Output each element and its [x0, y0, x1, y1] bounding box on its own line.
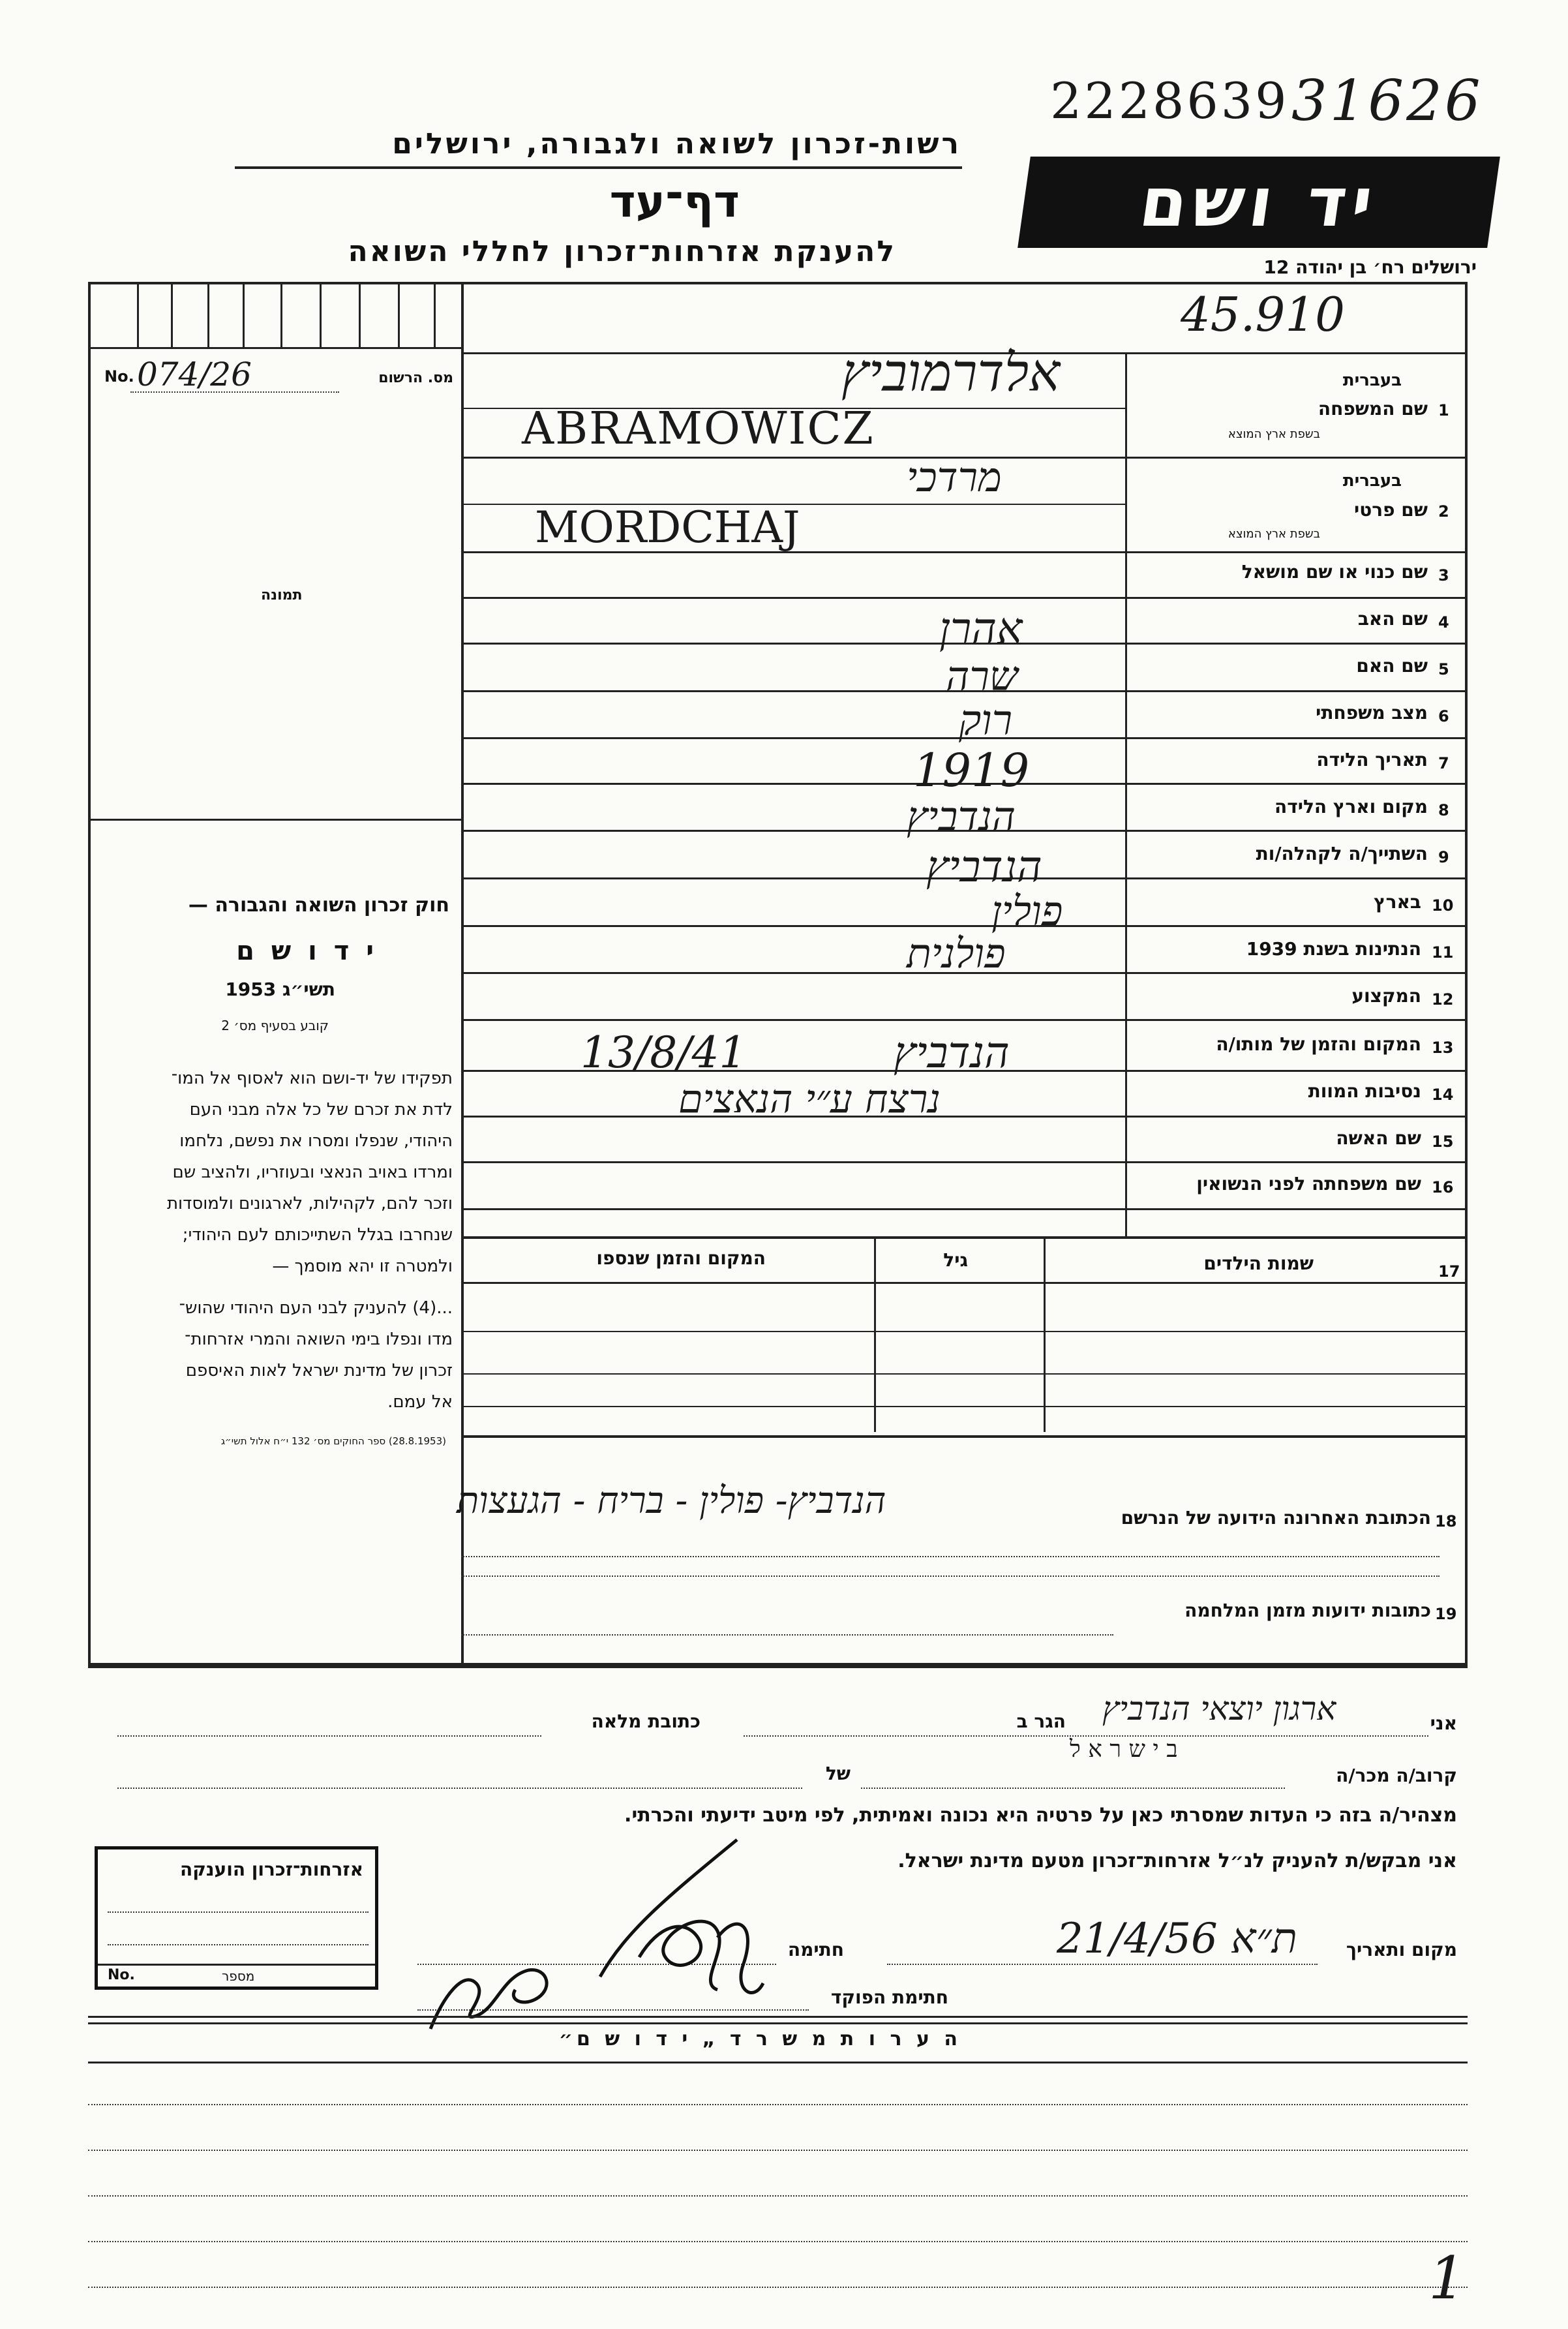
field-1-label: שם המשפחה [1318, 398, 1428, 419]
citizenship-box-title: אזרחות־זכרון הוענקה [180, 1859, 363, 1880]
field-11-number: 11 [1432, 943, 1454, 962]
registration-value: 074/26 [137, 356, 252, 393]
law-line-7: ולמטרה זו יהא מוסמך — [272, 1256, 453, 1276]
declarant-relative-label: קרוב/ה מכר/ה [1336, 1765, 1457, 1786]
citizenship-box-no-label: No. [108, 1967, 135, 1983]
law-line-11: אל עמם. [387, 1392, 453, 1412]
signature-label: חתימה [787, 1939, 844, 1960]
declaration-text-2: אני מבקש/ת להעניק לנ״ל אזרחות־זכרון מטעם מדינת ישראל. [897, 1850, 1457, 1872]
law-line-5: וזכר להם, לקהילות, לארגונים ולמוסדות [166, 1194, 453, 1213]
place-date-value: ת״א 21/4/56 [1057, 1915, 1297, 1963]
first-name-hebrew-value: מרדכי [907, 453, 1002, 501]
archive-number: 2228639 [1050, 72, 1289, 130]
field-1-number: 1 [1438, 401, 1449, 419]
declarant-of-label: של [825, 1763, 851, 1784]
field-14-label: נסיבות המוות [1308, 1080, 1421, 1102]
field-5-label: שם האם [1356, 655, 1428, 677]
surname-hebrew-value: אלדרמוביץ [841, 342, 1061, 403]
officer-signature [417, 1944, 574, 2042]
field-12-number: 12 [1432, 990, 1454, 1009]
field-7-label: תאריך הלידה [1316, 749, 1428, 770]
country-value: פולין [991, 887, 1063, 935]
declarant-country-value: ב י ש ר א ל [1070, 1736, 1178, 1763]
birth-date-value: 1919 [913, 744, 1030, 797]
field-3-label: שם כנוי או שם מושאל [1241, 561, 1428, 583]
citizenship-box-number-label: מספר [222, 1968, 255, 1984]
form-subtitle: להענקת אזרחות־זכרון לחללי השואה [348, 235, 896, 268]
field-10-number: 10 [1432, 896, 1454, 915]
field-12-label: המקצוע [1351, 985, 1421, 1007]
law-name: י ד ו ש ם [236, 936, 378, 966]
field-18-label: הכתובת האחרונה הידועה של הנרשם [1121, 1507, 1431, 1529]
declarant-name-value: ארגון יוצאי הנדביץ [1102, 1690, 1336, 1728]
first-name-latin-value: MORDCHAJ [535, 502, 800, 553]
law-line-2: לדת את זכרם של כל אלה מבני העם [189, 1100, 453, 1119]
field-18-number: 18 [1435, 1512, 1457, 1530]
field-6-number: 6 [1438, 707, 1449, 725]
office-notes-title: ה ע ר ו ת מ ש ר ד „ י ד ו ש ם״ [558, 2028, 961, 2050]
community-value: הנדביץ [926, 842, 1042, 892]
org-line: רשות-זכרון לשואה ולגבורה, ירושלים [392, 127, 961, 160]
archive-number-2: 31626 [1291, 68, 1483, 134]
field-7-number: 7 [1438, 754, 1449, 772]
law-title: חוק זכרון השואה והגבורה — [188, 894, 449, 917]
field-16-label: שם משפחתה לפני הנשואין [1196, 1173, 1421, 1195]
registration-row [98, 356, 457, 401]
address-line: ירושלים רח׳ בן יהודה 12 [1263, 256, 1477, 278]
law-line-9: מדו ונפלו בימי השואה והמרי אזרחות־ [185, 1330, 453, 1349]
surname-latin-value: ABRAMOWICZ [522, 403, 875, 455]
label-column-divider [1125, 352, 1127, 1236]
field-13-number: 13 [1432, 1039, 1454, 1057]
field-1-origin-label: בשפת ארץ המוצא [1228, 427, 1320, 441]
citizenship-value: פולנית [907, 930, 1006, 977]
field-19-label: כתובות ידועות מזמן המלחמה [1184, 1600, 1431, 1621]
page-mark: 1 [1428, 2244, 1466, 2313]
law-line-10: זכרון של מדינת ישראל לאות האיספם [185, 1361, 453, 1380]
field-14-number: 14 [1432, 1086, 1454, 1104]
mother-name-value: שרה [946, 652, 1018, 700]
field-9-label: השתייך/ה לקהלה/ות [1256, 843, 1428, 864]
field-15-label: שם האשה [1336, 1127, 1421, 1149]
field-15-number: 15 [1432, 1133, 1454, 1151]
law-reference: (28.8.1953) ספר החוקים מס׳ 132 י״ח אלול תשי״ג [220, 1435, 446, 1447]
field-5-number: 5 [1438, 660, 1449, 678]
death-place-value: הנדביץ [894, 1028, 1010, 1078]
children-names-header: שמות הילדים [1203, 1253, 1314, 1274]
declarant-ani: אני [1430, 1712, 1457, 1734]
marital-status-value: רוק [959, 697, 1013, 745]
field-17-number: 17 [1438, 1262, 1460, 1281]
children-age-header: גיל [943, 1249, 968, 1271]
declarant-full-address-label: כתובת מלאה [591, 1711, 701, 1732]
last-address-value: הנדביץ- פולין - בריח - הגעצות [457, 1480, 886, 1522]
registration-no-label: No. [104, 367, 134, 386]
field-2-label: שם פרטי [1353, 499, 1428, 521]
citizenship-granted-box [95, 1846, 378, 1990]
field-8-number: 8 [1438, 801, 1449, 819]
field-2-origin-label: בשפת ארץ המוצא [1228, 527, 1320, 541]
field-6-label: מצב משפחתי [1316, 702, 1428, 723]
field-8-label: מקום וארץ הלידה [1274, 796, 1428, 817]
children-place-header: המקום והזמן שנספו [596, 1247, 766, 1269]
law-line-1: תפקידו של יד-ושם הוא לאסוף אל המו־ [171, 1069, 453, 1088]
place-date-label: מקום ותאריך [1346, 1939, 1457, 1960]
field-10-label: בארץ [1374, 891, 1421, 913]
law-line-8: ...(4) להעניק לבני העם היהודי שהוש־ [179, 1298, 453, 1318]
yad-vashem-logo [1018, 157, 1500, 248]
registration-label: מס. הרשום [378, 370, 453, 386]
photo-label: תמונה [261, 587, 303, 603]
field-4-label: שם האב [1357, 608, 1428, 630]
logo-text: יד ושם [1134, 162, 1383, 242]
birth-place-value: הנדביץ [907, 793, 1016, 840]
field-9-number: 9 [1438, 848, 1449, 866]
field-13-label: המקום והזמן של מותו/ה [1216, 1033, 1421, 1055]
field-2-number: 2 [1438, 502, 1449, 521]
law-line-4: ומרדו באויב הנאצי ובעוזריו, ולהציב שם [172, 1163, 453, 1182]
officer-signature-label: חתימת הפוקד [830, 1986, 948, 2008]
declarant-signature [587, 1827, 796, 2022]
law-line-3: היהודי, שנפלו ומסרו את נפשם, נלחמו [179, 1131, 453, 1151]
field-19-number: 19 [1435, 1605, 1457, 1623]
declarant-resides-label: הגר ב [1016, 1711, 1066, 1732]
field-16-number: 16 [1432, 1178, 1454, 1196]
field-11-label: הנתינות בשנת 1939 [1246, 938, 1421, 960]
law-line-6: שנחרבו בגלל השתייכותם לעם היהודי; [182, 1225, 453, 1245]
death-cause-value: נרצח ע״י הנאצים [678, 1076, 941, 1122]
field-1-hebrew-label: בעברית [1342, 371, 1402, 390]
field-3-number: 3 [1438, 566, 1449, 585]
field-4-number: 4 [1438, 613, 1449, 632]
death-date-value: 13/8/41 [580, 1028, 747, 1078]
handwritten-reference: 45.910 [1181, 287, 1345, 342]
law-year: תשי״ג 1953 [225, 979, 335, 1000]
father-name-value: אהרן [939, 603, 1023, 654]
declaration-text-1: מצהיר/ה בזה כי העדות שמסרתי כאן על פרטיה היא נכונה ואמיתית, לפי מיטב ידיעתי והכרתי. [624, 1804, 1457, 1827]
law-clause: קובע בסעיף מס׳ 2 [221, 1018, 329, 1033]
form-title: דף־עד [609, 176, 740, 228]
field-2-hebrew-label: בעברית [1342, 471, 1402, 491]
